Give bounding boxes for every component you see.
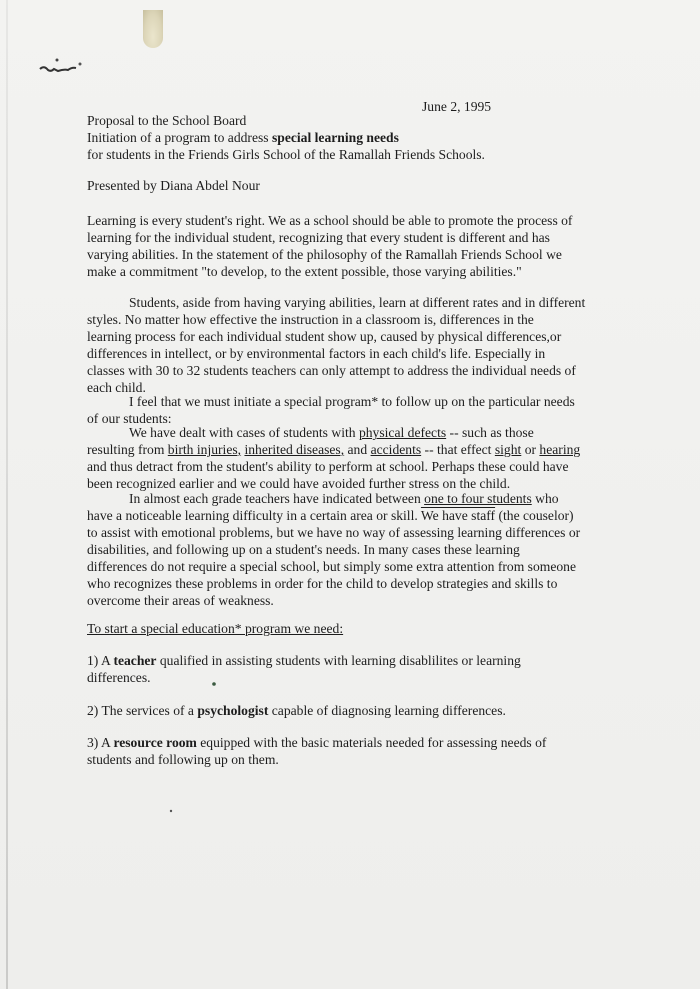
- para4-text: -- such as those: [446, 425, 534, 440]
- para1-line: learning for the individual student, recognizing that every student is different and has: [87, 230, 550, 245]
- need-item-1: [87, 652, 592, 686]
- para1-line: make a commitment "to develop, to the extent possible, those varying abilities.": [87, 264, 522, 279]
- proposal-heading: [87, 112, 592, 163]
- need-item-2: [87, 702, 592, 719]
- underlined-phrase: hearing: [539, 442, 581, 457]
- para2-line: learning process for each individual student show up, caused by physical differences,or: [87, 329, 562, 344]
- para5-line: disabilities, and following up on a student's needs. In many cases these learning: [87, 542, 520, 557]
- need-3-line-1: [87, 734, 592, 751]
- need-keyword: resource room: [113, 735, 197, 750]
- need-text: capable of diagnosing learning differences.: [268, 703, 506, 718]
- paragraph-3: [87, 393, 592, 427]
- para5-text: have a noticeable learning difficulty in a certain area or skill.: [87, 508, 421, 523]
- para4-text: We have dealt with cases of students with: [129, 425, 359, 440]
- para4-line-3: and thus detract from the student's ability to perform at school. Perhaps these could have: [87, 459, 569, 474]
- paragraph-5: [87, 490, 592, 609]
- needs-heading: [87, 620, 592, 637]
- para5-line: differences do not require a special school, but simply some extra attention from someone: [87, 559, 576, 574]
- document-date: June 2, 1995: [422, 99, 492, 114]
- need-text: 2) The services of a: [87, 703, 198, 718]
- need-text: equipped with the basic materials needed for assessing needs of: [196, 735, 547, 750]
- para2-line: each child.: [87, 380, 146, 395]
- needs-heading-text: To start a special education* program we need:: [87, 621, 344, 636]
- para3-line: of our students:: [87, 411, 172, 426]
- para4-text: and: [344, 442, 371, 457]
- para4-line-2: [87, 441, 592, 458]
- para2-line: Students, aside from having varying abilities, learn at different rates and in different: [129, 295, 586, 310]
- para1-line: Learning is every student's right. We as a school should be able to promote the process of: [87, 213, 573, 228]
- need-text: 3) A: [87, 735, 114, 750]
- need-2-line-1: [87, 702, 592, 719]
- underlined-phrase: one to four students: [424, 491, 532, 506]
- para2-line: styles. No matter how effective the instruction in a classroom is, differences in the: [87, 312, 534, 327]
- paragraph-2: [87, 294, 592, 396]
- para3-line: I feel that we must initiate a special program* to follow up on the particular needs: [129, 394, 575, 409]
- para5-line: who recognizes these problems in order for the child to develop strategies and skills to: [87, 576, 558, 591]
- para2-line: differences in intellect, or by environmental factors in each child's life. Especially in: [87, 346, 546, 361]
- para5-text: who: [531, 491, 559, 506]
- underlined-phrase: birth injuries,: [167, 442, 242, 457]
- need-1-line-2: differences.: [87, 670, 151, 685]
- need-keyword: teacher: [113, 653, 157, 668]
- need-1-line-1: [87, 652, 592, 669]
- page-edge-shadow: [6, 0, 8, 989]
- need-3-line-2: students and following up on them.: [87, 752, 279, 767]
- para4-text: -- that effect: [421, 442, 495, 457]
- para5-line: overcome their areas of weakness.: [87, 593, 274, 608]
- need-text: 1) A: [87, 653, 114, 668]
- para5-line-1: [87, 490, 592, 507]
- heading-line-3: for students in the Friends Girls School of the Ramallah Friends Schools.: [87, 147, 485, 162]
- stray-dot-icon: [168, 808, 174, 814]
- para5-line-2: [87, 507, 592, 524]
- presenter-line: [87, 177, 592, 194]
- heading-emphasis: special learning needs: [271, 130, 399, 145]
- underlined-phrase: inherited diseases,: [244, 442, 345, 457]
- para1-line: varying abilities. In the statement of the philosophy of the Ramallah Friends School we: [87, 247, 562, 262]
- para5-text: (the couselor): [495, 508, 574, 523]
- ink-smudge-icon: [38, 55, 86, 77]
- paragraph-1: [87, 212, 592, 280]
- overlined-phrase: We have staff: [420, 508, 496, 523]
- para4-text: or: [521, 442, 540, 457]
- heading-line-2-text: Initiation of a program to address: [87, 130, 272, 145]
- underlined-phrase: sight: [494, 442, 522, 457]
- heading-line-2: [87, 129, 592, 146]
- para4-text: resulting from: [87, 442, 168, 457]
- underlined-phrase: accidents: [370, 442, 422, 457]
- need-text: qualified in assisting students with learning disablilites or learning: [156, 653, 521, 668]
- heading-line-1: Proposal to the School Board: [87, 113, 247, 128]
- para4-line-1: [87, 424, 592, 441]
- presenter-text: Presented by Diana Abdel Nour: [87, 178, 260, 193]
- paragraph-4: [87, 424, 592, 492]
- para5-line: to assist with emotional problems, but we have no way of assessing learning differences or: [87, 525, 581, 540]
- underlined-phrase: physical defects: [358, 425, 447, 440]
- para4-line-4: been recognized earlier and we could have avoided further stress on the child.: [87, 476, 511, 491]
- need-item-3: [87, 734, 592, 768]
- need-keyword: psychologist: [197, 703, 269, 718]
- para2-line: classes with 30 to 32 students teachers can only attempt to address the individual needs of: [87, 363, 576, 378]
- staple-mark: [143, 10, 163, 48]
- stray-dot-icon: [210, 680, 218, 688]
- para5-text: In almost each grade teachers have indicated between: [129, 491, 425, 506]
